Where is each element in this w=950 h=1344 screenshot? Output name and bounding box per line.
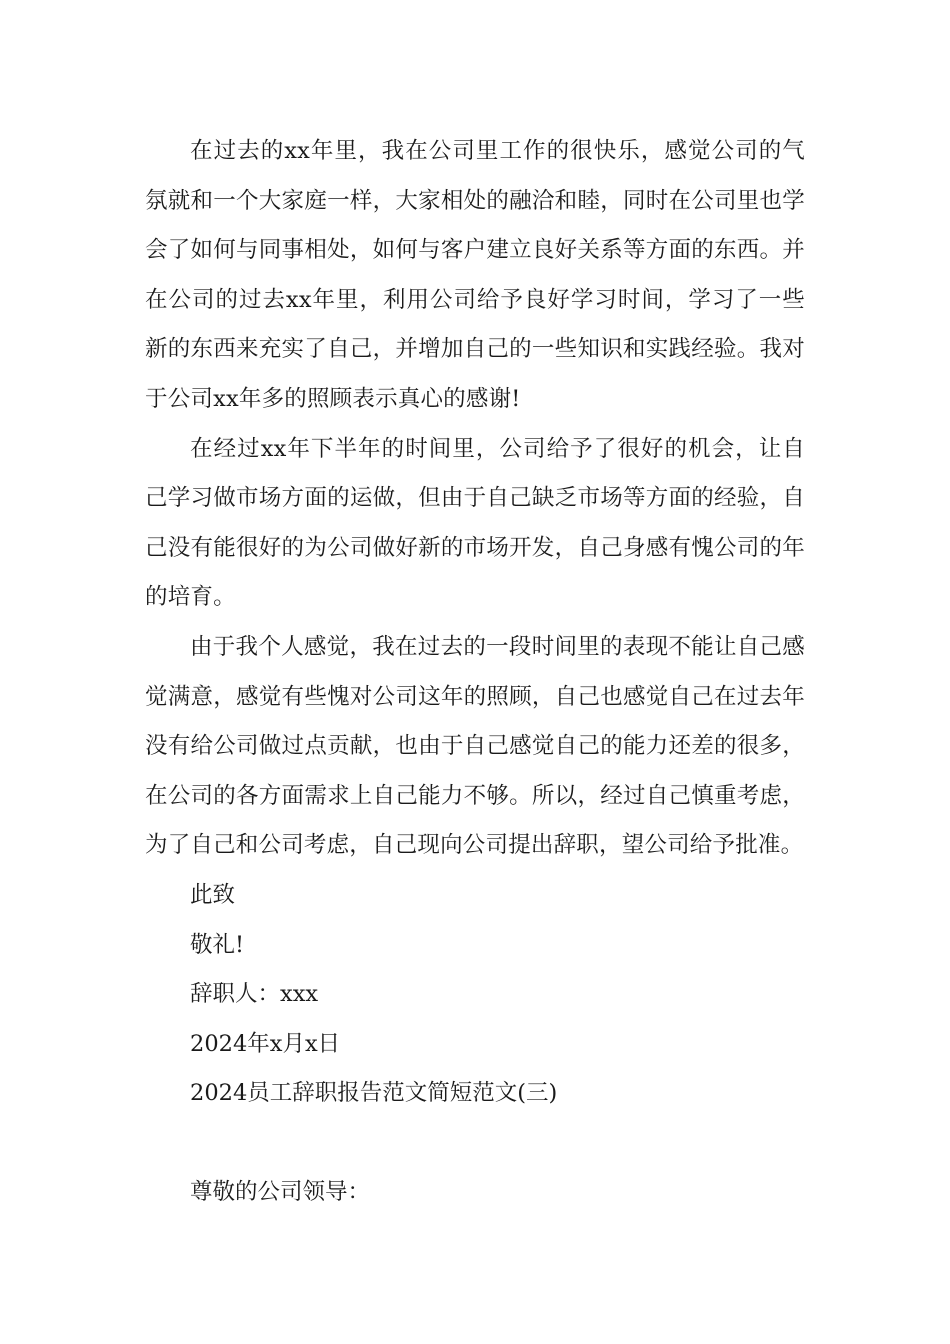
date-text: 2024年x月x日 xyxy=(190,1030,341,1057)
body-paragraph-3: 由于我个人感觉，我在过去的一段时间里的表现不能让自己感觉满意，感觉有些愧对公司这年的照顾，自己也感觉自己在过去年没有给公司做过点贡献，也由于自己感觉自己的能力还差的很多，在公司的各方面需求上自己能力不够。所以，经过自己慎重考虑，为了自己和公司考虑，自己现向公司提出辞职，望公司给予批准。 xyxy=(145,633,805,859)
section-title: 2024员工辞职报告范文简短范文(三) xyxy=(190,1080,558,1107)
body-paragraph-2: 在经过xx年下半年的时间里，公司给予了很好的机会，让自己学习做市场方面的运做，但由于自己缺乏市场等方面的经验，自己没有能很好的为公司做好新的市场开发，自己身感有愧公司的年的培育。 xyxy=(145,435,805,611)
greeting-text: 尊敬的公司领导： xyxy=(190,1179,371,1206)
closing-text: 此致 xyxy=(190,881,236,908)
blank-line xyxy=(145,1119,805,1169)
salute-text: 敬礼! xyxy=(190,931,245,958)
body-paragraph-1: 在过去的xx年里，我在公司里工作的很快乐，感觉公司的气氛就和一个大家庭一样，大家相处的融洽和睦，同时在公司里也学会了如何与同事相处，如何与客户建立良好关系等方面的东西。并在公司的过去xx年里，利用公司给予良好学习时间，学习了一些新的东西来充实了自己，并增加自己的一些知识和实践经验。我对于公司xx年多的照顾表示真心的感谢! xyxy=(145,138,805,412)
signer-text: 辞职人：xxx xyxy=(190,981,319,1008)
document-page xyxy=(145,127,805,1218)
